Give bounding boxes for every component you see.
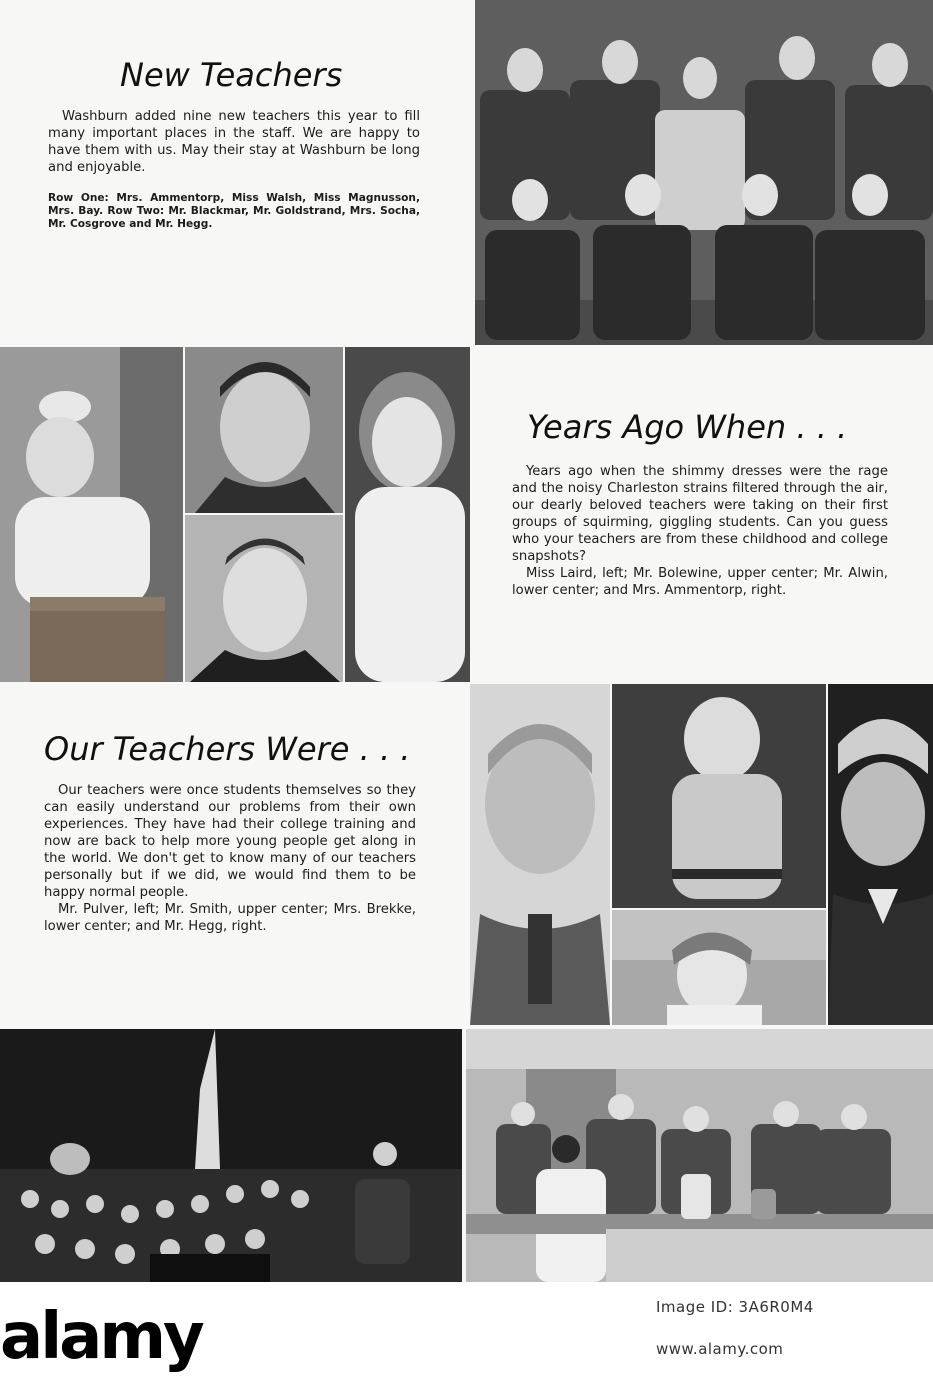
years-ago-heading: Years Ago When . . . — [527, 408, 848, 446]
years-ago-text — [512, 463, 888, 599]
our-teachers-heading: Our Teachers Were . . . — [44, 730, 411, 768]
photo-mr-smith-child — [612, 684, 826, 908]
photo-mr-pulver-college — [470, 684, 610, 1025]
photo-cafeteria-line — [466, 1029, 933, 1282]
photo-mr-alwin-college — [185, 515, 343, 682]
new-teachers-text — [48, 108, 420, 176]
photo-mrs-brekke-young — [612, 910, 826, 1025]
alamy-logo: alamy — [0, 1300, 202, 1374]
photo-mr-bolewine-college — [185, 347, 343, 513]
photo-miss-laird-child — [0, 347, 183, 682]
our-teachers-text — [44, 782, 416, 935]
photo-mrs-ammentorp-young — [345, 347, 470, 682]
new-teachers-heading: New Teachers — [120, 56, 343, 94]
photo-band-rehearsal — [0, 1029, 462, 1282]
our-teachers-caption: Mr. Pulver, left; Mr. Smith, upper center; Mrs. Brekke, lower center; and Mr. Hegg, right. — [44, 902, 416, 934]
years-ago-paragraph: Years ago when the shimmy dresses were the rage and the noisy Charleston strains filtered through the air, our dearly beloved teachers were taking on their first groups of squirming, giggling students. Can you guess who your teachers are from these childhood and college snapshots? — [512, 464, 888, 564]
new-teachers-caption: Row One: Mrs. Ammentorp, Miss Walsh, Miss Magnusson, Mrs. Bay. Row Two: Mr. Blackmar, Mr. Goldstrand, Mrs. Socha, Mr. Cosgrove and Mr. Hegg. — [48, 192, 420, 230]
our-teachers-paragraph: Our teachers were once students themselves so they can easily understand our problems from their own experiences. They have had their college training and now are back to help more young people get along in the world. We don't get to know many of our teachers personally but if we did, we would find them to be happy normal people. — [44, 783, 416, 900]
site-url-label: www.alamy.com — [656, 1340, 784, 1358]
photo-mr-hegg-child — [828, 684, 933, 1025]
new-teachers-group-photo — [475, 0, 933, 345]
new-teachers-paragraph: Washburn added nine new teachers this year to fill many important places in the staff. We are happy to have them with us. May their stay at Washburn be long and enjoyable. — [48, 109, 420, 175]
image-id-label: Image ID: 3A6R0M4 — [656, 1298, 814, 1316]
years-ago-caption: Miss Laird, left; Mr. Bolewine, upper center; Mr. Alwin, lower center; and Mrs. Ammentorp, right. — [512, 566, 888, 598]
